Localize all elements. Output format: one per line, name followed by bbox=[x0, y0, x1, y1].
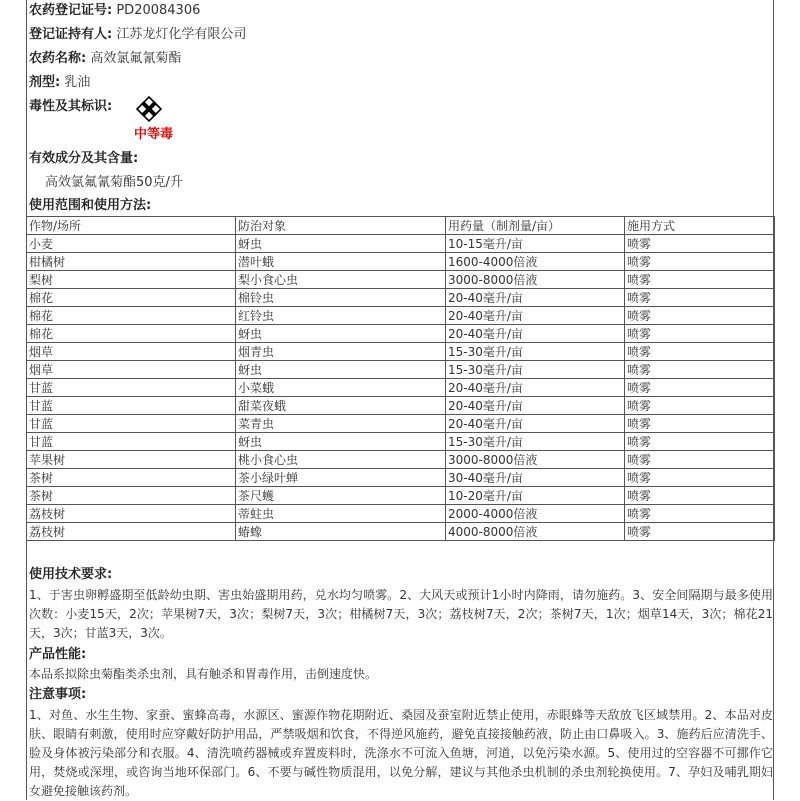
crop-cell: 烟草 bbox=[27, 343, 236, 361]
dosage-cell: 20-40毫升/亩 bbox=[446, 307, 625, 325]
dosage-cell: 20-40毫升/亩 bbox=[446, 379, 625, 397]
toxic-symbol-icon bbox=[136, 96, 162, 122]
method-cell: 喷雾 bbox=[625, 379, 775, 397]
crop-cell: 茶树 bbox=[27, 487, 236, 505]
pesticide-name-row bbox=[29, 50, 181, 68]
method-cell: 喷雾 bbox=[625, 343, 775, 361]
dosage-cell: 20-40毫升/亩 bbox=[446, 289, 625, 307]
ingredients-content: 高效氯氟氰菊酯50克/升 bbox=[45, 175, 183, 190]
method-cell: 喷雾 bbox=[625, 325, 775, 343]
target-cell: 菜青虫 bbox=[236, 415, 446, 433]
method-cell: 喷雾 bbox=[625, 361, 775, 379]
table-row bbox=[27, 253, 775, 271]
usage-heading: 使用范围和使用方法: bbox=[29, 198, 152, 213]
dosage-cell: 20-40毫升/亩 bbox=[446, 415, 625, 433]
target-cell: 小菜蛾 bbox=[236, 379, 446, 397]
usage-table bbox=[26, 216, 775, 541]
pesticide-name-value: 高效氯氟氰菊酯 bbox=[90, 51, 182, 66]
crop-cell: 茶树 bbox=[27, 469, 236, 487]
target-cell: 梨小食心虫 bbox=[236, 271, 446, 289]
target-cell: 蚜虫 bbox=[236, 361, 446, 379]
table-row bbox=[27, 451, 775, 469]
usage-table-body bbox=[27, 235, 775, 541]
dosage-cell: 15-30毫升/亩 bbox=[446, 433, 625, 451]
toxicity-level: 中等毒 bbox=[134, 127, 174, 142]
toxicity-label: 毒性及其标识: bbox=[29, 99, 113, 114]
crop-cell: 甘蓝 bbox=[27, 397, 236, 415]
method-cell: 喷雾 bbox=[625, 523, 775, 541]
formulation-row bbox=[29, 74, 90, 92]
table-row bbox=[27, 397, 775, 415]
crop-cell: 梨树 bbox=[27, 271, 236, 289]
formulation-value: 乳油 bbox=[64, 75, 91, 90]
crop-cell: 棉花 bbox=[27, 325, 236, 343]
crop-cell: 棉花 bbox=[27, 289, 236, 307]
dosage-cell: 4000-8000倍液 bbox=[446, 523, 625, 541]
target-cell: 茶尺蠖 bbox=[236, 487, 446, 505]
method-cell: 喷雾 bbox=[625, 235, 775, 253]
method-cell: 喷雾 bbox=[625, 253, 775, 271]
dosage-cell: 20-40毫升/亩 bbox=[446, 397, 625, 415]
notes-heading: 注意事项: bbox=[29, 687, 87, 702]
target-cell: 潜叶蛾 bbox=[236, 253, 446, 271]
table-row bbox=[27, 289, 775, 307]
target-cell: 蝽蟓 bbox=[236, 523, 446, 541]
crop-cell: 棉花 bbox=[27, 307, 236, 325]
dosage-cell: 10-20毫升/亩 bbox=[446, 487, 625, 505]
method-cell: 喷雾 bbox=[625, 271, 775, 289]
target-cell: 蚜虫 bbox=[236, 325, 446, 343]
table-row bbox=[27, 307, 775, 325]
table-row bbox=[27, 469, 775, 487]
performance-heading: 产品性能: bbox=[29, 647, 87, 662]
crop-cell: 苹果树 bbox=[27, 451, 236, 469]
usage-table-header bbox=[27, 217, 775, 235]
dosage-cell: 15-30毫升/亩 bbox=[446, 361, 625, 379]
table-row bbox=[27, 523, 775, 541]
crop-cell: 甘蓝 bbox=[27, 415, 236, 433]
method-cell: 喷雾 bbox=[625, 415, 775, 433]
dosage-cell: 30-40毫升/亩 bbox=[446, 469, 625, 487]
registration-holder-row bbox=[29, 26, 246, 44]
registration-holder-label: 登记证持有人: bbox=[29, 27, 113, 42]
target-cell: 烟青虫 bbox=[236, 343, 446, 361]
target-cell: 蚜虫 bbox=[236, 433, 446, 451]
dosage-cell: 1600-4000倍液 bbox=[446, 253, 625, 271]
target-cell: 桃小食心虫 bbox=[236, 451, 446, 469]
crop-cell: 甘蓝 bbox=[27, 433, 236, 451]
dosage-cell: 3000-8000倍液 bbox=[446, 271, 625, 289]
table-row bbox=[27, 361, 775, 379]
dosage-cell: 2000-4000倍液 bbox=[446, 505, 625, 523]
target-cell: 棉铃虫 bbox=[236, 289, 446, 307]
method-cell: 喷雾 bbox=[625, 397, 775, 415]
crop-cell: 荔枝树 bbox=[27, 505, 236, 523]
table-row bbox=[27, 235, 775, 253]
method-cell: 喷雾 bbox=[625, 433, 775, 451]
registration-number-value: PD20084306 bbox=[116, 3, 201, 18]
method-cell: 喷雾 bbox=[625, 289, 775, 307]
table-row bbox=[27, 505, 775, 523]
table-row bbox=[27, 415, 775, 433]
crop-cell: 柑橘树 bbox=[27, 253, 236, 271]
dosage-cell: 10-15毫升/亩 bbox=[446, 235, 625, 253]
toxicity-row bbox=[29, 98, 112, 116]
pesticide-name-label: 农药名称: bbox=[29, 51, 87, 66]
formulation-label: 剂型: bbox=[29, 75, 61, 90]
registration-number-row bbox=[29, 2, 200, 20]
table-row bbox=[27, 325, 775, 343]
technique-content: 1、于害虫卵孵盛期至低龄幼虫期、害虫始盛期用药，兑水均匀喷雾。2、大风天或预计1小时内降雨，请勿施药。3、安全间隔期与最多使用次数：小麦15天，2次；苹果树7天，3次；梨树7天，3次；柑橘树7天，3次；荔枝树7天，2次；茶树7天，1次；烟草14天，3次；棉花21天，3次；甘蓝3天，3次。 bbox=[29, 588, 773, 640]
registration-number-label: 农药登记证号: bbox=[29, 3, 113, 18]
technique-heading: 使用技术要求: bbox=[29, 567, 113, 582]
target-cell: 蚜虫 bbox=[236, 235, 446, 253]
method-cell: 喷雾 bbox=[625, 505, 775, 523]
method-cell: 喷雾 bbox=[625, 451, 775, 469]
table-row bbox=[27, 343, 775, 361]
registration-holder-value: 江苏龙灯化学有限公司 bbox=[116, 27, 247, 42]
target-cell: 茶小绿叶蝉 bbox=[236, 469, 446, 487]
column-header-method: 施用方式 bbox=[625, 217, 775, 235]
ingredients-heading: 有效成分及其含量: bbox=[29, 151, 139, 166]
table-row bbox=[27, 271, 775, 289]
target-cell: 甜菜夜蛾 bbox=[236, 397, 446, 415]
crop-cell: 甘蓝 bbox=[27, 379, 236, 397]
target-cell: 红铃虫 bbox=[236, 307, 446, 325]
table-row bbox=[27, 487, 775, 505]
target-cell: 蒂蛀虫 bbox=[236, 505, 446, 523]
method-cell: 喷雾 bbox=[625, 487, 775, 505]
dosage-cell: 20-40毫升/亩 bbox=[446, 325, 625, 343]
dosage-cell: 15-30毫升/亩 bbox=[446, 343, 625, 361]
crop-cell: 小麦 bbox=[27, 235, 236, 253]
method-cell: 喷雾 bbox=[625, 307, 775, 325]
method-cell: 喷雾 bbox=[625, 469, 775, 487]
table-row bbox=[27, 379, 775, 397]
column-header-crop: 作物/场所 bbox=[27, 217, 236, 235]
dosage-cell: 3000-8000倍液 bbox=[446, 451, 625, 469]
table-row bbox=[27, 433, 775, 451]
column-header-target: 防治对象 bbox=[236, 217, 446, 235]
crop-cell: 荔枝树 bbox=[27, 523, 236, 541]
column-header-dosage: 用药量（制剂量/亩） bbox=[446, 217, 625, 235]
notes-content: 1、对鱼、水生生物、家蚕、蜜蜂高毒，水源区、蜜源作物花期附近、桑园及蚕室附近禁止使用，赤眼蜂等天敌放飞区域禁用。2、本品对皮肤、眼睛有刺激，使用时应穿戴好防护用品，严禁吸烟和饮食，不得逆风施药，避免直接接触药液，防止由口鼻吸入。3、施药后应清洗手、脸及身体被污染部分和衣服。4、清洗喷药器械或弃置废料时，洗涤水不可流入鱼塘，河道，以免污染水源。5、使用过的空容器不可挪作它用，焚烧或深埋，或咨询当地环保部门。6、不要与碱性物质混用，以免分解，建议与其他杀虫机制的杀虫剂轮换使用。7、孕妇及哺乳期妇女避免接触该药剂。 bbox=[29, 708, 773, 798]
performance-content: 本品系拟除虫菊酯类杀虫剂，具有触杀和胃毒作用，击倒速度快。 bbox=[29, 667, 378, 681]
crop-cell: 烟草 bbox=[27, 361, 236, 379]
